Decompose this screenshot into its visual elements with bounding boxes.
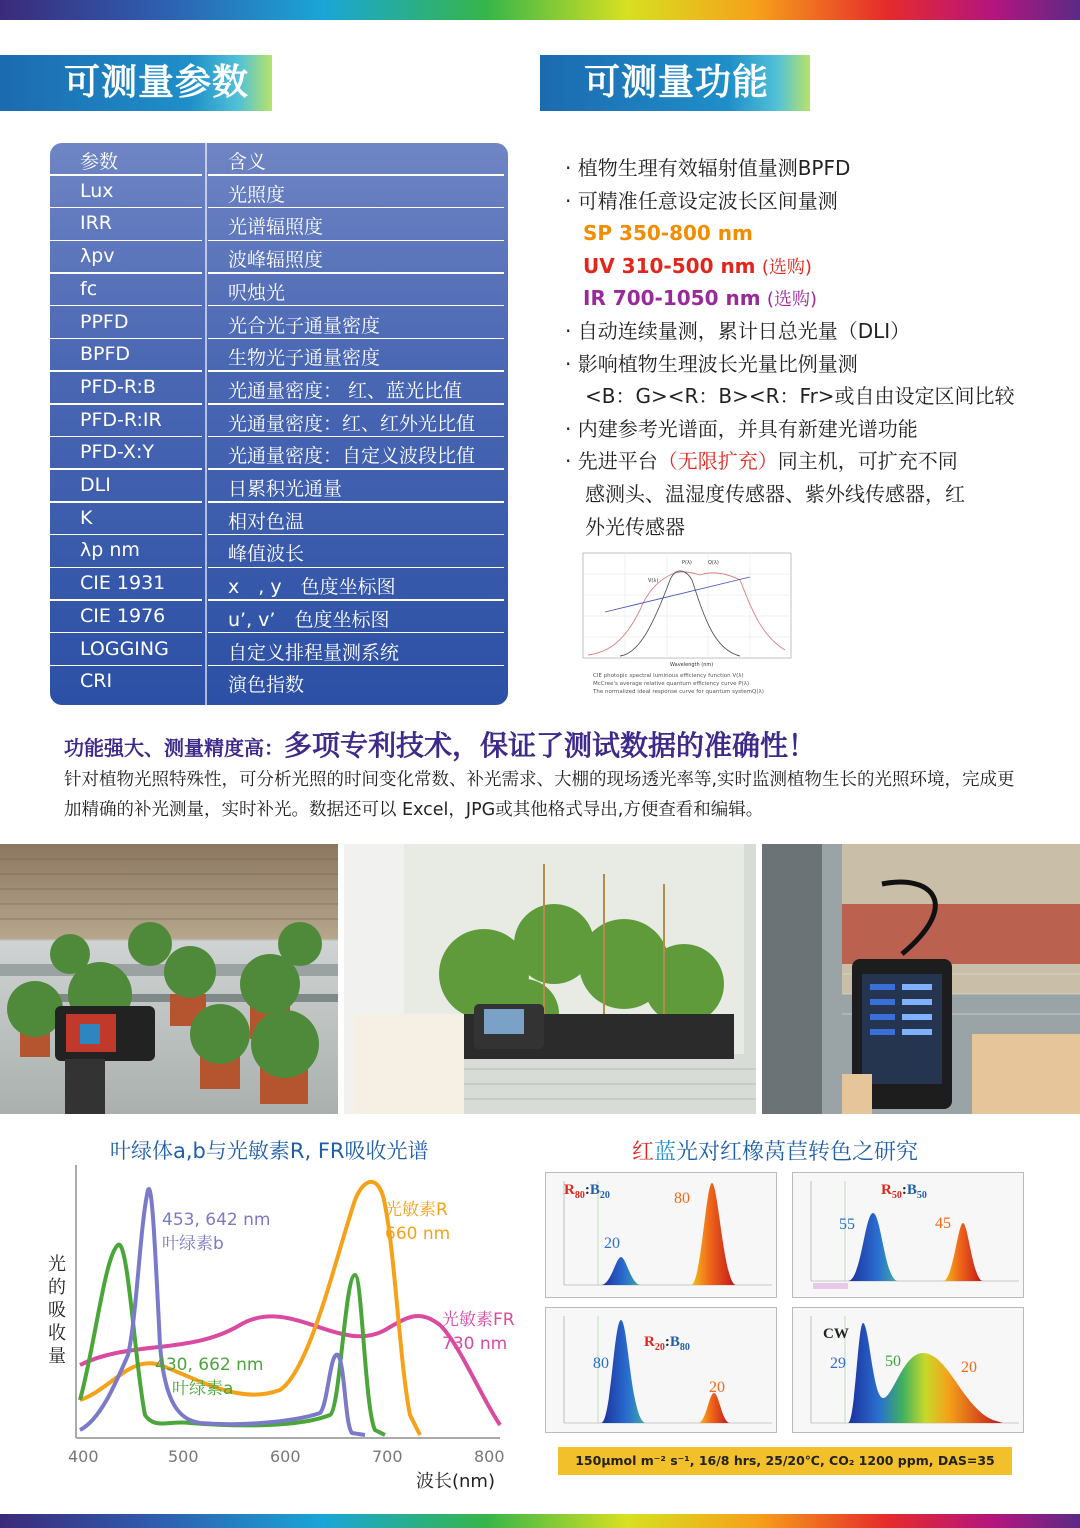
param-meaning: 自定义排程量测系统 xyxy=(228,641,400,664)
table-row xyxy=(50,176,508,209)
p1-red-val: 80 xyxy=(674,1190,690,1207)
p1-r: R xyxy=(564,1182,575,1198)
p2-r: R xyxy=(881,1182,892,1198)
photo-growth-chamber xyxy=(344,844,756,1114)
feature-item: · 可精准任意设定波长区间量测 xyxy=(565,188,838,213)
xtick: 400 xyxy=(68,1447,99,1466)
param-name: DLI xyxy=(80,474,111,496)
label-phy-r-peak: 660 nm xyxy=(385,1224,451,1244)
uv-range: UV 310-500 nm xyxy=(583,253,756,278)
param-meaning: 波峰辐照度 xyxy=(228,249,324,272)
unlimited-expansion: （无限扩充） xyxy=(657,449,778,474)
param-meaning: 光通量密度：自定义波段比值 xyxy=(228,445,476,468)
title-blue: 蓝 xyxy=(654,1140,677,1165)
caption-line: The normalized ideal response curve for quantum systemQ(λ) xyxy=(593,689,764,695)
p1-blue-val: 20 xyxy=(604,1235,620,1252)
label-chl-b: 叶绿素b xyxy=(162,1234,224,1254)
table-row xyxy=(50,535,508,568)
xtick: 500 xyxy=(168,1447,199,1466)
feature-item-sub: <B：G><R：B><R：Fr>或自由设定区间比较 xyxy=(585,384,1015,409)
p1-b: B xyxy=(589,1182,600,1198)
bottom-rainbow-bar xyxy=(0,1514,1080,1528)
feature-list xyxy=(565,152,1055,543)
p2-colon: : xyxy=(901,1182,907,1198)
param-meaning: 呎烛光 xyxy=(228,281,286,304)
parameter-table xyxy=(50,143,508,705)
table-row xyxy=(50,339,508,372)
param-name: IRR xyxy=(80,212,113,235)
label-q: Q(λ) xyxy=(708,560,719,566)
feature-item: · 植物生理有效辐射值量测BPFD xyxy=(565,156,851,180)
top-rainbow-bar xyxy=(0,0,1080,20)
p2-blue-val: 55 xyxy=(839,1216,855,1233)
header-meaning: 含义 xyxy=(228,151,267,173)
param-meaning: 光照度 xyxy=(228,183,286,206)
feature-item xyxy=(565,445,1055,478)
p2-red-val: 45 xyxy=(935,1215,951,1232)
header-measurable-functions: 可测量功能 xyxy=(540,55,810,111)
feature-item: · 内建参考光谱面，并具有新建光谱功能 xyxy=(565,416,918,441)
table-row xyxy=(50,470,508,503)
ir-optional: (选购) xyxy=(766,289,817,311)
spectrum-panel-r20b80 xyxy=(545,1307,777,1433)
param-meaning: x , y 色度坐标图 xyxy=(228,576,396,599)
table-row xyxy=(50,241,508,274)
xtick: 600 xyxy=(270,1447,301,1466)
table-row xyxy=(50,503,508,536)
param-name: λp nm xyxy=(80,539,140,562)
range-uv xyxy=(565,250,1055,283)
p3-r: R xyxy=(644,1334,655,1350)
label-v: V(λ) xyxy=(648,578,659,584)
table-row xyxy=(50,208,508,241)
table-row xyxy=(50,601,508,634)
range-ir xyxy=(565,282,1055,315)
ylabel-char: 量 xyxy=(48,1346,66,1367)
slogan xyxy=(64,724,816,764)
mini-xlabel: Wavelength (nm) xyxy=(670,662,714,668)
label-chl-a: 叶绿素a xyxy=(172,1379,234,1399)
range-sp xyxy=(565,217,1055,250)
p3-colon: : xyxy=(664,1334,670,1350)
svg-text:R20:B80 xyxy=(644,1334,690,1353)
p3-red-val: 20 xyxy=(709,1379,725,1396)
table-row xyxy=(50,568,508,601)
table-row xyxy=(50,372,508,405)
param-meaning: 光合光子通量密度 xyxy=(228,314,381,337)
p3-b: B xyxy=(669,1334,680,1350)
param-name: PFD-R:IR xyxy=(80,408,162,431)
table-row xyxy=(50,666,508,699)
label-phy-fr: 光敏素FR xyxy=(442,1310,515,1330)
p1-rsub: 80 xyxy=(574,1190,585,1201)
p4-green-val: 50 xyxy=(885,1353,901,1370)
ylabel-char: 的 xyxy=(48,1277,66,1298)
p1-colon: : xyxy=(584,1182,590,1198)
experiment-conditions-footer: 150μmol m⁻² s⁻¹, 16/8 hrs, 25/20℃, CO₂ 1200 ppm, DAS=35 xyxy=(558,1447,1012,1475)
table-row xyxy=(50,437,508,470)
spectrum-panel-r50b50 xyxy=(792,1172,1024,1298)
caption-line: McCree's average relative quantum efficiency curve P(λ) xyxy=(593,681,750,687)
p2-b: B xyxy=(906,1182,917,1198)
header-param: 参数 xyxy=(80,151,119,173)
param-name: K xyxy=(80,506,93,529)
mini-chart-captions xyxy=(593,672,764,696)
photo-greenhouse-strawberry xyxy=(0,844,338,1114)
param-meaning: 演色指数 xyxy=(228,674,305,697)
feature-item-sub: 感测头、温湿度传感器、紫外线传感器，红 xyxy=(585,481,965,506)
caption-line: CIE photopic spectral luminous efficiency function V(λ) xyxy=(593,673,744,679)
p2-bsub: 50 xyxy=(916,1190,927,1201)
p4-red-val: 20 xyxy=(961,1359,977,1376)
param-name: λpv xyxy=(80,245,115,268)
photo-handheld-meter xyxy=(762,844,1080,1114)
feature-item: · 影响植物生理波长光量比例量测 xyxy=(565,351,858,376)
p3-bsub: 80 xyxy=(679,1342,690,1353)
ylabel-char: 光 xyxy=(48,1254,66,1275)
feature-item-sub: 外光传感器 xyxy=(585,514,685,539)
svg-text:R50:B50 xyxy=(881,1182,927,1201)
param-name: Lux xyxy=(80,179,114,202)
sp-range: SP 350-800 nm xyxy=(583,221,753,246)
table-row xyxy=(50,634,508,667)
p1-bsub: 20 xyxy=(599,1190,610,1201)
param-meaning: 峰值波长 xyxy=(228,543,305,566)
param-meaning: u’, v’ 色度坐标图 xyxy=(228,608,390,631)
feature-text: · 先进平台 xyxy=(565,449,658,474)
label-chl-b-peaks: 453, 642 nm xyxy=(162,1210,271,1230)
curve-chlorophyll-a xyxy=(80,1245,385,1435)
p4-blue-val: 29 xyxy=(830,1355,846,1372)
label-p: P(λ) xyxy=(682,560,692,566)
param-meaning: 光通量密度： 红、蓝光比值 xyxy=(228,379,463,402)
p3-rsub: 20 xyxy=(654,1342,665,1353)
rb-study-title xyxy=(632,1135,918,1166)
label-phy-r: 光敏素R xyxy=(385,1200,448,1220)
param-meaning: 日累积光通量 xyxy=(228,478,343,500)
p4-label: CW xyxy=(823,1326,849,1342)
ylabel-char: 吸 xyxy=(48,1300,66,1321)
table-row xyxy=(50,307,508,340)
title-rest: 光对红橡莴苣转色之研究 xyxy=(676,1140,919,1165)
param-name: CIE 1976 xyxy=(80,604,166,627)
description-paragraph: 针对植物光照特殊性，可分析光照的时间变化常数、补光需求、大棚的现场透光率等,实时监测植物生长的光照环境，完成更加精确的补光测量，实时补光。数据还可以 Excel，JPG或其他格式导出,方便查看和编辑。 xyxy=(64,770,1015,820)
param-name: PFD-R:B xyxy=(80,375,156,398)
svg-text:R80:B20 xyxy=(564,1182,610,1201)
header-measurable-params: 可测量参数 xyxy=(0,55,272,111)
p2-rsub: 50 xyxy=(891,1190,902,1201)
table-header-row xyxy=(50,143,508,176)
spectrum-panel-r80b20 xyxy=(545,1172,777,1298)
param-meaning: 生物光子通量密度 xyxy=(228,347,381,370)
spectrum-panel-cw xyxy=(792,1307,1024,1433)
feature-text: 同主机，可扩充不同 xyxy=(777,449,958,474)
ylabel-char: 收 xyxy=(48,1323,66,1344)
p3-blue-val: 80 xyxy=(593,1355,609,1372)
label-chl-a-peaks: 430, 662 nm xyxy=(155,1355,264,1375)
param-name: BPFD xyxy=(80,343,131,366)
label-phy-fr-peak: 730 nm xyxy=(442,1334,508,1354)
param-meaning: 光通量密度：红、红外光比值 xyxy=(228,412,476,435)
slogan-part1: 功能强大、测量精度高： xyxy=(64,736,284,760)
xtick: 800 xyxy=(474,1447,505,1466)
param-name: CRI xyxy=(80,670,113,693)
title-red: 红 xyxy=(632,1140,655,1165)
param-name: fc xyxy=(80,277,98,300)
param-meaning: 光谱辐照度 xyxy=(228,216,324,239)
param-name: CIE 1931 xyxy=(80,572,166,595)
ir-range: IR 700-1050 nm xyxy=(583,286,761,311)
response-curve-chart xyxy=(580,550,795,670)
param-name: PFD-X:Y xyxy=(80,441,154,464)
param-meaning: 相对色温 xyxy=(228,510,305,533)
uv-optional: (选购) xyxy=(761,256,812,278)
param-name: PPFD xyxy=(80,310,129,333)
absorption-chart-title: 叶绿体a,b与光敏素R, FR吸收光谱 xyxy=(110,1139,429,1163)
feature-item: · 自动连续量测，累计日总光量（DLI） xyxy=(565,318,911,343)
table-row xyxy=(50,274,508,307)
slogan-part2: 多项专利技术，保证了测试数据的准确性！ xyxy=(284,729,817,762)
xlabel: 波长(nm) xyxy=(416,1471,495,1492)
xtick: 700 xyxy=(372,1447,403,1466)
param-name: LOGGING xyxy=(80,637,169,660)
absorption-chart xyxy=(40,1165,540,1495)
table-row xyxy=(50,405,508,438)
